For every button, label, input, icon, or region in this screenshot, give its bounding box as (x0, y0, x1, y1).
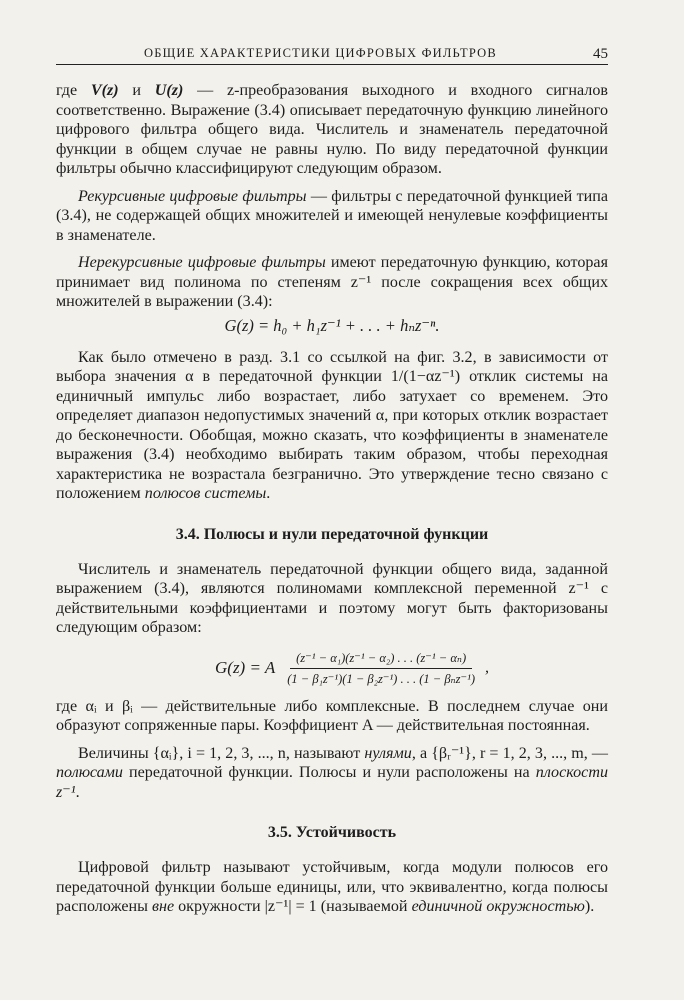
book-page (56, 40, 608, 917)
formula-lhs: G(z) = A (215, 658, 276, 677)
paragraph-factorization: Числитель и знаменатель передаточной функции общего вида, заданной выражением (3.4), являются полиномами комплексной переменной z⁻¹ с действительными коэффициентами и поэтому могут быть факторизованы следующим образом: (56, 560, 608, 636)
term-system-poles: полюсов системы (144, 485, 267, 502)
paragraph-zeros-poles: Величины {αᵢ}, i = 1, 2, 3, ..., n, называют нулями, а {βᵣ⁻¹}, r = 1, 2, 3, ..., m, — полюсами передаточной функции. Полюсы и нули расположены на плоскости z⁻¹. (56, 744, 608, 801)
page-header (56, 40, 608, 65)
paragraph-coefficients: где αᵢ и βᵢ — действительные либо комплексные. В последнем случае они образуют сопряженные пары. Коэффициент A — действительная постоянная. (56, 697, 608, 734)
term-nonrecursive: Нерекурсивные цифровые фильтры (78, 254, 326, 271)
running-title: ОБЩИЕ ХАРАКТЕРИСТИКИ ЦИФРОВЫХ ФИЛЬТРОВ (144, 46, 497, 60)
term-z-plane: плоскости z⁻¹ (56, 764, 608, 801)
paragraph-nonrecursive-filters: Нерекурсивные цифровые фильтры имеют передаточную функцию, которая принимает вид полинома по степеням z⁻¹ после сокращения всех общих множителей в выражении (3.4): (56, 254, 608, 310)
fraction-numerator: (z⁻¹ − α₁)(z⁻¹ − α₂) . . . (z⁻¹ − αₙ) (290, 650, 472, 669)
formula-factorized (96, 650, 608, 687)
paragraph-transfer-function: где V(z) и U(z) — z-преобразования выходного и входного сигналов соответственно. Выражение (3.4) описывает передаточную функцию линейного цифрового фильтра общего вида. Числитель и знаменатель передаточной функции в общем случае не равны нулю. По виду передаточной функции фильтры обычно классифицируют следующим образом. (56, 82, 608, 177)
term-poles: полюсами (56, 764, 123, 781)
section-heading-3-4: 3.4. Полюсы и нули передаточной функции (175, 525, 489, 543)
paragraph-stability-definition: Цифровой фильтр называют устойчивым, когда модули полюсов его передаточной функции больше единицы, или, что эквивалентно, когда полюсы расположены вне окружности |z⁻¹| = 1 (называемой единичной окружностью). (56, 859, 608, 915)
section-heading-3-5: 3.5. Устойчивость (267, 824, 397, 841)
term-zeros: нулями (364, 744, 412, 762)
paragraph-recursive-filters: Рекурсивные цифровые фильтры — фильтры с передаточной функцией типа (3.4), не содержащей общих множителей и имеющей ненулевые коэффициенты в знаменателе. (56, 187, 608, 244)
fraction-denominator: (1 − β₁z⁻¹)(1 − β₂z⁻¹) . . . (1 − βₙz⁻¹) (287, 671, 475, 686)
term-recursive: Рекурсивные цифровые фильтры (78, 187, 307, 205)
formula-polynomial: G(z) = h₀ + h₁z⁻¹ + . . . + hₙz⁻ⁿ. (224, 315, 440, 335)
formula-comma: , (485, 659, 489, 676)
term-unit-circle: единичной окружностью (411, 898, 585, 915)
page-number: 45 (593, 46, 608, 62)
paragraph-stability-intro: Как было отмечено в разд. 3.1 со ссылкой на фиг. 3.2, в зависимости от выбора значения α в передаточной функции 1/(1−αz⁻¹) отклик системы на единичный импульс либо возрастает, либо затухает со временем. Это определяет диапазон недопустимых значений α, при которых отклик возрастает до бесконечности. Обобщая, можно сказать, что коэффициенты в знаменателе выражения (3.4) необходимо выбирать таким образом, чтобы переходная характеристика не возрастала безгранично. Это утверждение тесно связано с положением полюсов системы. (56, 348, 608, 502)
fraction (281, 650, 481, 687)
term-outside: вне (151, 898, 175, 915)
